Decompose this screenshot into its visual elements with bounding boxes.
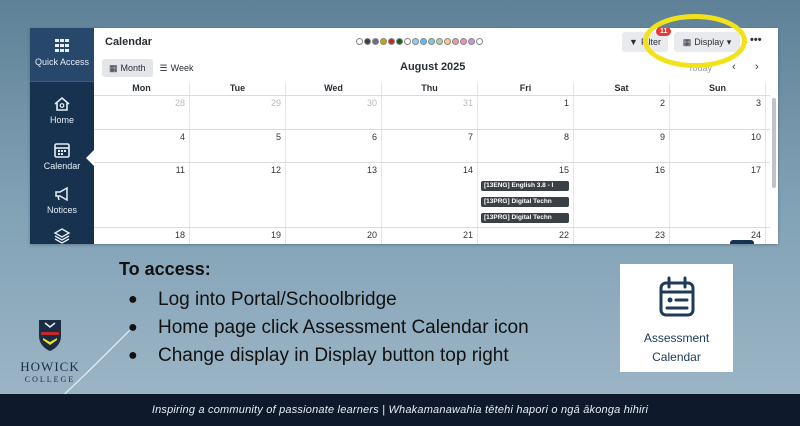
sidebar-item-calendar[interactable] (30, 142, 94, 171)
legend-dot[interactable] (468, 38, 475, 45)
week-view-button[interactable] (153, 59, 201, 77)
day-number: 5 (275, 132, 281, 142)
day-cell[interactable] (670, 163, 766, 227)
day-cell[interactable] (478, 163, 574, 227)
day-number: 17 (750, 165, 761, 175)
day-number: 14 (462, 165, 473, 175)
day-number: 4 (179, 132, 185, 142)
tile-label (620, 329, 733, 367)
next-month-button[interactable]: › (755, 61, 759, 73)
week-row (94, 163, 770, 228)
instruction-step (128, 314, 529, 342)
legend-dot[interactable] (420, 38, 427, 45)
day-number: 30 (366, 98, 377, 108)
day-cell[interactable] (574, 228, 670, 244)
day-number: 23 (654, 230, 665, 240)
weekday-header (94, 83, 770, 96)
assessment-calendar-tile[interactable] (620, 264, 733, 372)
instruction-steps (128, 286, 529, 370)
legend-dot[interactable] (476, 38, 483, 45)
day-cell[interactable] (190, 163, 286, 227)
day-cell[interactable] (190, 130, 286, 162)
week-row (94, 96, 770, 130)
day-number: 12 (270, 165, 281, 175)
instructions-title: To access: (119, 259, 211, 279)
day-cell[interactable] (286, 163, 382, 227)
weekday-label: Tue (190, 83, 286, 95)
day-number: 20 (366, 230, 377, 240)
day-cell[interactable] (190, 228, 286, 244)
event-chip[interactable] (730, 240, 754, 244)
home-icon (53, 96, 71, 112)
month-title: August 2025 (400, 61, 466, 73)
instruction-step (128, 342, 529, 370)
day-cell[interactable] (94, 130, 190, 162)
day-number: 7 (467, 132, 473, 142)
filter-label: Filter (640, 37, 661, 47)
day-cell[interactable] (574, 130, 670, 162)
day-number: 1 (563, 98, 569, 108)
weekday-label: Fri (478, 83, 574, 95)
sidebar-item-label: Quick Access (34, 57, 90, 67)
week-row (94, 130, 770, 163)
display-label: Display (694, 37, 724, 47)
day-cell[interactable] (286, 96, 382, 129)
day-number: 21 (462, 230, 473, 240)
sidebar-item-label: Calendar (43, 161, 81, 171)
logo-name: HOWICK (20, 359, 80, 374)
day-number: 28 (174, 98, 185, 108)
weekday-label: Sat (574, 83, 670, 95)
day-cell[interactable] (286, 228, 382, 244)
calendar-event[interactable]: [13ENG] English 3.8 - I (481, 181, 569, 191)
calendar-icon: ▦ (109, 62, 118, 73)
today-button[interactable]: Today (688, 63, 713, 73)
day-cell[interactable] (94, 163, 190, 227)
day-cell[interactable] (94, 228, 190, 244)
day-cell[interactable] (190, 96, 286, 129)
day-number: 11 (175, 165, 185, 175)
weekday-label: Sun (670, 83, 766, 95)
day-number: 9 (659, 132, 665, 142)
month-view-label: Month (120, 63, 146, 73)
sidebar-item-home[interactable] (30, 96, 94, 125)
prev-month-button[interactable]: ‹ (732, 61, 736, 73)
calendar-grid (94, 83, 770, 244)
footer-banner (0, 394, 800, 426)
day-number: 18 (174, 230, 185, 240)
day-number: 24 (750, 230, 761, 240)
day-number: 22 (558, 230, 569, 240)
legend-dot[interactable] (436, 38, 443, 45)
day-cell[interactable] (574, 96, 670, 129)
step-text: Change display in Display button top right (158, 345, 509, 366)
logo-sub: COLLEGE (24, 375, 76, 384)
day-number: 6 (371, 132, 377, 142)
page-title: Calendar (105, 36, 153, 48)
filter-icon: ▼ (629, 37, 638, 47)
day-cell[interactable] (382, 163, 478, 227)
day-cell[interactable] (478, 228, 574, 244)
week-view-label: Week (170, 63, 194, 73)
day-number: 15 (558, 165, 569, 175)
weekday-label: Wed (286, 83, 382, 95)
month-view-button[interactable] (102, 59, 153, 77)
school-logo (20, 318, 80, 384)
legend-dot[interactable] (356, 38, 363, 45)
bullet: ● (128, 347, 138, 364)
calendar-event[interactable]: [13PRG] Digital Techn (481, 213, 569, 223)
legend-dot[interactable] (388, 38, 395, 45)
sidebar-item-notices[interactable] (30, 186, 94, 215)
more-options-button[interactable]: ••• (750, 34, 762, 46)
sidebar (30, 28, 94, 244)
day-cell[interactable] (286, 130, 382, 162)
assessment-calendar-icon (657, 276, 697, 318)
step-text: Log into Portal/Schoolbridge (158, 289, 397, 310)
bullet: ● (128, 319, 138, 336)
sidebar-item-more[interactable] (30, 228, 94, 244)
active-indicator (86, 150, 94, 166)
sidebar-item-label: Notices (46, 205, 77, 215)
weekday-label: Mon (94, 83, 190, 95)
legend-dot[interactable] (452, 38, 459, 45)
day-cell[interactable] (574, 163, 670, 227)
day-cell[interactable] (478, 96, 574, 129)
legend-dot[interactable] (380, 38, 387, 45)
day-number: 8 (563, 132, 569, 142)
day-cell[interactable] (670, 130, 766, 162)
view-toggle (102, 59, 200, 77)
megaphone-icon (53, 186, 71, 202)
day-number: 16 (654, 165, 665, 175)
legend-dot[interactable] (364, 38, 371, 45)
day-number: 13 (366, 165, 377, 175)
day-number: 19 (270, 230, 281, 240)
calendar-icon: ▦ (682, 36, 692, 47)
legend-dot[interactable] (396, 38, 403, 45)
sidebar-item-quick-access[interactable] (30, 28, 94, 82)
footer-text: Inspiring a community of passionate learners | Whakamanawahia tētehi hapori o ngā ākonga hihiri (151, 404, 649, 416)
day-number: 10 (750, 132, 761, 142)
calendar-legend[interactable] (356, 38, 484, 46)
crest-icon (37, 318, 63, 352)
filter-count-badge: 11 (656, 28, 671, 36)
legend-dot[interactable] (428, 38, 435, 45)
week-row (94, 228, 770, 244)
day-number: 31 (462, 98, 473, 108)
legend-dot[interactable] (372, 38, 379, 45)
caret-down-icon: ▾ (726, 36, 732, 47)
legend-dot[interactable] (444, 38, 451, 45)
day-number: 29 (270, 98, 281, 108)
sidebar-item-label: Home (49, 115, 74, 125)
day-cell[interactable] (670, 96, 766, 129)
day-cell[interactable] (478, 130, 574, 162)
scrollbar[interactable] (772, 98, 776, 188)
tile-label-line1: Assessment (643, 331, 710, 345)
display-highlight-circle (640, 14, 747, 68)
legend-dot[interactable] (404, 38, 411, 45)
day-cell[interactable] (382, 228, 478, 244)
calendar-event[interactable]: [13PRG] Digital Techn (481, 197, 569, 207)
day-number: 2 (659, 98, 665, 108)
day-cell[interactable] (382, 96, 478, 129)
weekday-label: Thu (382, 83, 478, 95)
day-cell[interactable] (94, 96, 190, 129)
legend-dot[interactable] (412, 38, 419, 45)
legend-dot[interactable] (460, 38, 467, 45)
list-icon: ☰ (159, 62, 168, 73)
instruction-step (128, 286, 529, 314)
bullet: ● (128, 291, 138, 308)
day-cell[interactable] (382, 130, 478, 162)
layers-icon (53, 228, 71, 244)
day-number: 3 (755, 98, 761, 108)
calendar-icon (53, 142, 71, 158)
step-text: Home page click Assessment Calendar icon (158, 317, 529, 338)
tile-label-line2: Calendar (652, 350, 701, 364)
grid-icon (53, 38, 71, 54)
